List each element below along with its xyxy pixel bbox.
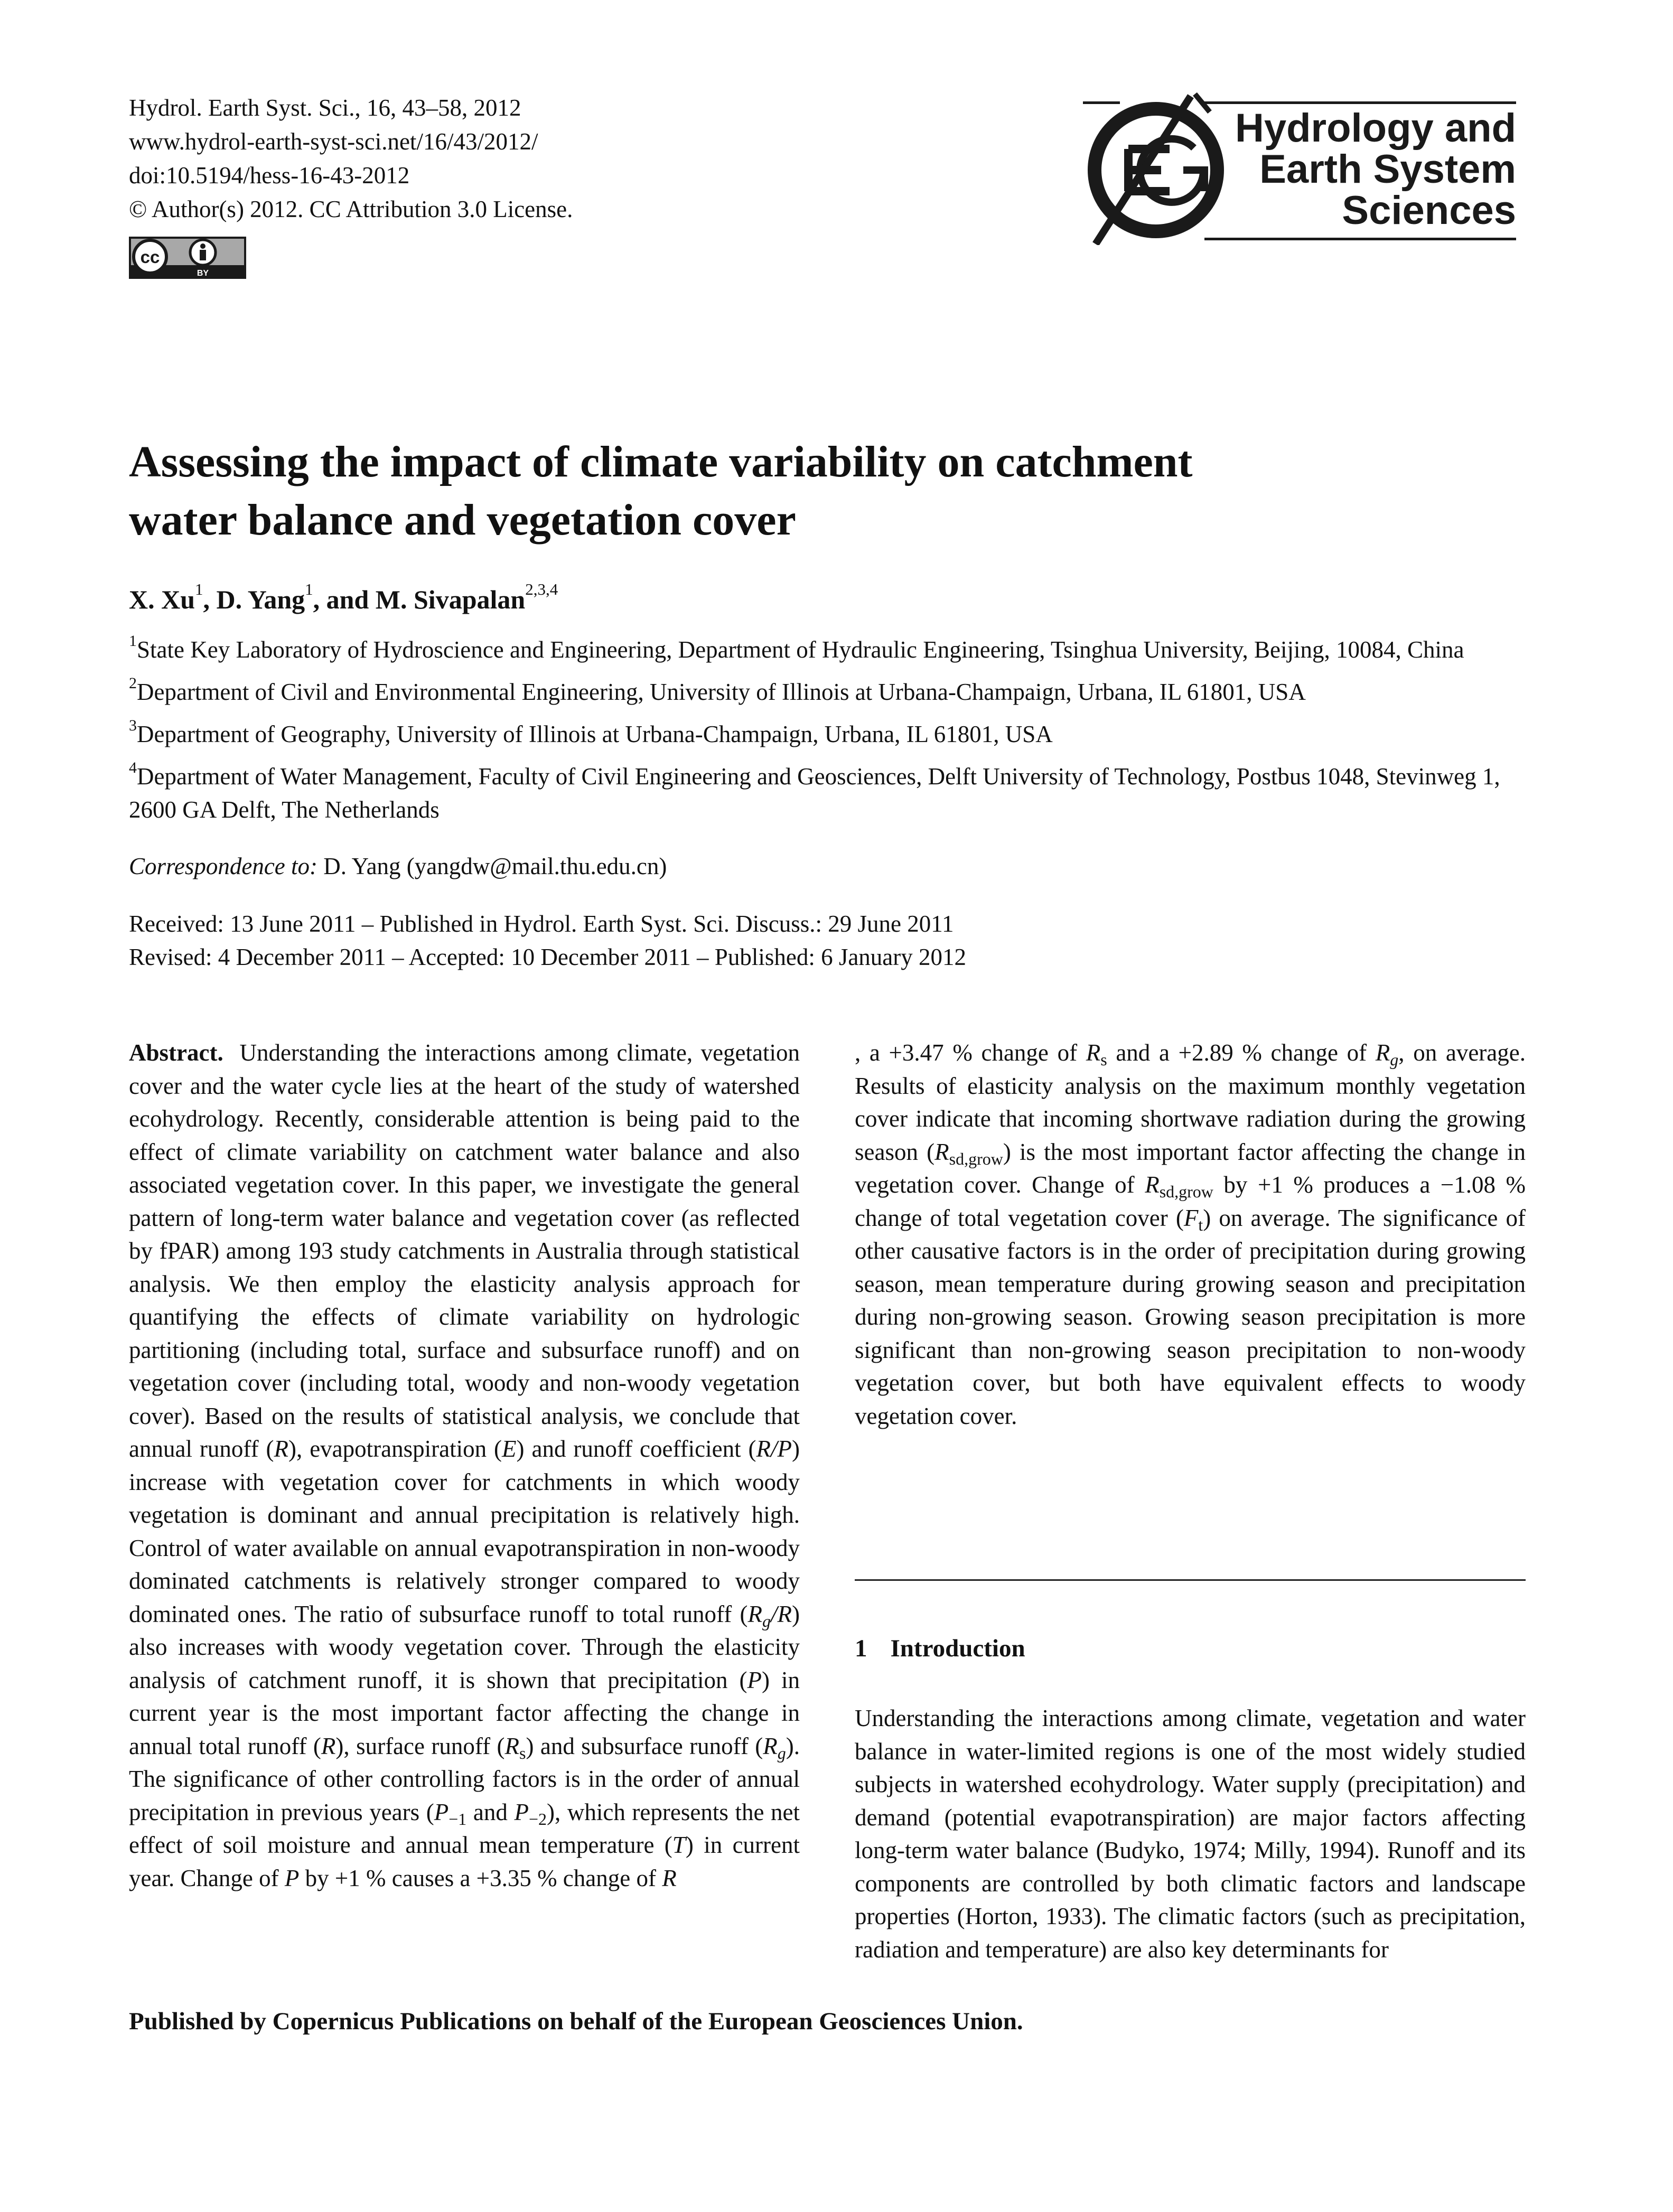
abstract-paragraph: Abstract. Understanding the interactions among climate, vegetation cover and the water cycle lies at the heart of the study of watershed ecohydrology. Recently, considerable attention is being paid to the effect of climate variability on catchment water balance and also associated vegetation cover. In this paper, we investigate the general pattern of long-term water balance and vegetation cover (as reflected by fPAR) among 193 study catchments in Australia through statistical analysis. We then employ the elasticity analysis approach for quantifying the effects of climate variability on hydrologic partitioning (including total, surface and subsurface runoff) and on vegetation cover (including total, woody and non-woody vegetation cover). Based on the results of statistical analysis, we conclude that annual runoff (R), evapotranspiration (E) and runoff coefficient (R/P) increase with vegetation cover for catchments in which woody vegetation is dominant and annual precipitation is relatively high. Control of water available on annual evapotranspiration in non-woody dominated catchments is relatively stronger compared to woody dominated ones. The ratio of subsurface runoff to total runoff $(R_g/R)$ also increases with woody vegetation cover. Through the elasticity analysis of catchment runoff, it is shown that precipitation (P) in current year is the most important factor affecting the change in annual total runoff (R), surface runoff $(R_s)$ and subsurface runoff $(R_g)$. The significance of other controlling factors is in the order of annual precipitation in previous years ($P_{-1}$ and $P_{-2}$), which represents the net effect of soil moisture and annual mean temperature (T) in current year. Change of P by +1 % causes a +3.35 % change of R xyxy=(129,1039,800,1891)
svg-text:cc: cc xyxy=(140,247,160,267)
author-affiliation-mark: 1 xyxy=(305,580,313,598)
received-line: Received: 13 June 2011 – Published in Hydrol. Earth Syst. Sci. Discuss.: 29 June 2011 xyxy=(129,911,954,937)
article-title xyxy=(129,433,1545,549)
journal-logo xyxy=(1078,91,1516,245)
citation-url-line[interactable]: www.hydrol-earth-syst-sci.net/16/43/2012/ xyxy=(129,128,538,155)
title-line-2: water balance and vegetation cover xyxy=(129,495,796,545)
title-line-1: Assessing the impact of climate variability on catchment xyxy=(129,437,1193,486)
logo-top-rule xyxy=(1083,101,1120,104)
citation-doi-line[interactable]: doi:10.5194/hess-16-43-2012 xyxy=(129,162,410,189)
introduction-text xyxy=(855,1702,1526,1966)
citation-license-line: © Author(s) 2012. CC Attribution 3.0 License. xyxy=(129,196,573,222)
publication-dates xyxy=(129,907,966,974)
introduction-paragraph: Understanding the interactions among climate, vegetation and water balance in water-limited regions is one of the most widely studied subjects in watershed ecohydrology. Water supply (precipitation) and demand (potential evapotranspiration) are major factors affecting long-term water balance (Budyko, 1974; Milly, 1994). Runoff and its components are controlled by both climatic factors and landscape properties (Horton, 1933). The climatic factors (such as precipitation, radiation and temperature) are also key determinants for xyxy=(855,1705,1526,1963)
abstract-paragraph-continued: , a +3.47 % change of $R_s$ and a +2.89 % change of $R_g$, on average. Results of elasticity analysis on the maximum monthly vegetation cover indicate that incoming shortwave radiation during the growing season $(R_{sd,grow})$ is the most important factor affecting the change in vegetation cover. Change of $R_{sd,grow}$ by +1 % produces a −1.08 % change of total vegetation cover $(F_t)$ on average. The significance of other causative factors is in the order of precipitation during growing season, mean temperature during growing season and precipitation during non-growing season. Growing season precipitation is more significant than non-growing season precipitation to non-woody vegetation cover, but both have equivalent effects to woody vegetation cover. xyxy=(855,1039,1526,1429)
svg-text:BY: BY xyxy=(197,269,209,278)
author-affiliation-mark: 2,3,4 xyxy=(525,580,558,598)
section-title: Introduction xyxy=(890,1635,1025,1662)
cc-by-license-badge[interactable] xyxy=(129,237,246,279)
publisher-footer: Published by Copernicus Publications on behalf of the European Geosciences Union. xyxy=(129,2008,1023,2035)
journal-name xyxy=(1235,108,1516,231)
author-separator: , and xyxy=(313,585,376,614)
abstract-end-rule xyxy=(855,1579,1526,1581)
journal-name-line-1: Hydrology and xyxy=(1235,106,1516,151)
abstract-column-left xyxy=(129,1036,800,1895)
abstract-column-right xyxy=(855,1036,1526,1432)
correspondence-email[interactable]: D. Yang (yangdw@mail.thu.edu.cn) xyxy=(323,853,667,879)
author-list xyxy=(129,580,558,615)
author-separator: , xyxy=(203,585,217,614)
affiliation-item: $^4$Department of Water Management, Faculty of Civil Engineering and Geosciences, Delft University of Technology, Postbus 1048, Stevinweg 1, 2600 GA Delft, The Netherlands xyxy=(129,759,1500,823)
affiliation-item: $^1$State Key Laboratory of Hydroscience and Engineering, Department of Hydraulic Engineering, Tsinghua University, Beijing, 10084, China xyxy=(129,632,1464,663)
correspondence-label: Correspondence to: xyxy=(129,853,318,879)
author-name: X. Xu xyxy=(129,585,195,614)
citation-journal-line: Hydrol. Earth Syst. Sci., 16, 43–58, 2012 xyxy=(129,95,521,121)
correspondence xyxy=(129,852,667,880)
section-heading-introduction xyxy=(855,1634,1025,1663)
author-affiliation-mark: 1 xyxy=(195,580,203,598)
author-name: D. Yang xyxy=(216,585,305,614)
egu-logo-icon xyxy=(1078,91,1236,245)
revised-line: Revised: 4 December 2011 – Accepted: 10 December 2011 – Published: 6 January 2012 xyxy=(129,944,967,970)
affiliation-list xyxy=(129,624,1545,827)
author-name: M. Sivapalan xyxy=(375,585,526,614)
affiliation-item: $^2$Department of Civil and Environmental Engineering, University of Illinois at Urbana-Champaign, Urbana, IL 61801, USA xyxy=(129,674,1306,705)
citation-block xyxy=(129,91,573,226)
abstract-label: Abstract. xyxy=(129,1039,223,1066)
logo-top-rule-right xyxy=(1204,101,1516,104)
affiliation-item: $^3$Department of Geography, University of Illinois at Urbana-Champaign, Urbana, IL 61801, USA xyxy=(129,717,1053,747)
logo-bottom-rule xyxy=(1204,238,1516,240)
journal-name-line-3: Sciences xyxy=(1342,188,1516,233)
section-number: 1 xyxy=(855,1635,867,1662)
journal-name-line-2: Earth System xyxy=(1259,147,1516,192)
